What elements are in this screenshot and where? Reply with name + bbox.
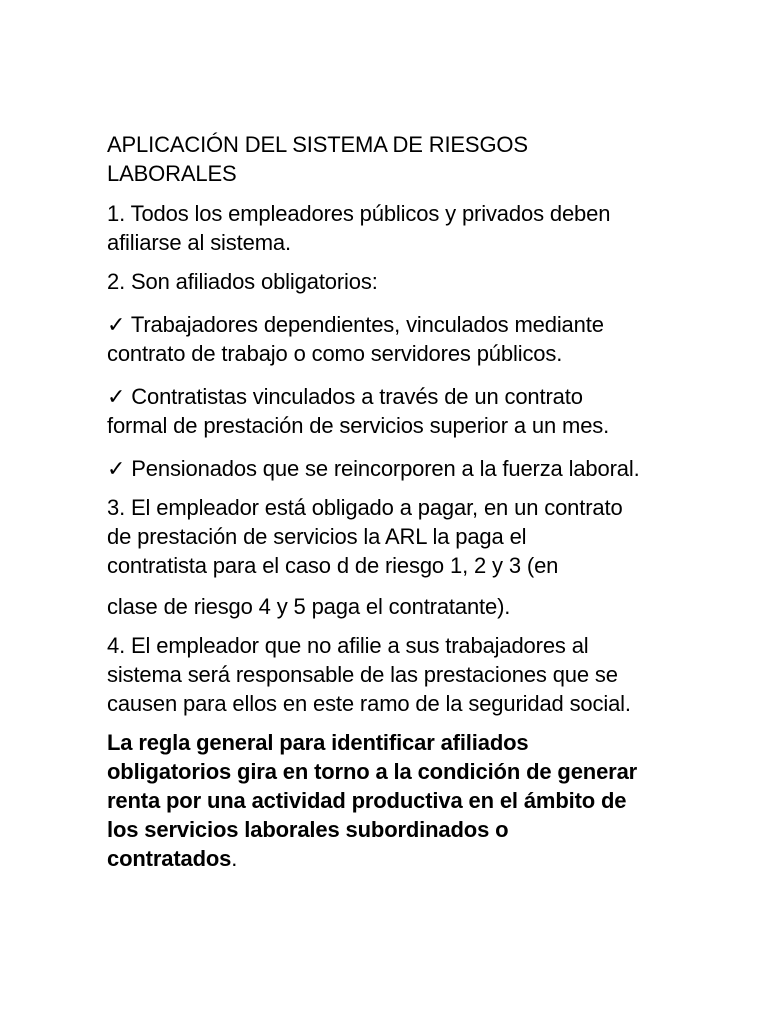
item-2 (107, 267, 707, 296)
check-item-3 (107, 454, 707, 483)
summary-paragraph (107, 728, 707, 873)
item-1 (107, 199, 707, 257)
document-title (107, 130, 707, 188)
check-item-1 (107, 310, 707, 368)
item-3-line: contratista para el caso d de riesgo 1, 2 y 3 (en (107, 553, 559, 578)
summary-line: La regla general para identificar afiliados (107, 730, 529, 755)
item-4-line: causen para ellos en este ramo de la seguridad social. (107, 691, 631, 716)
item-3-continuation (107, 592, 707, 621)
check-item-2-line: ✓ Contratistas vinculados a través de un contrato (107, 384, 583, 409)
check-item-2-line: formal de prestación de servicios superior a un mes. (107, 413, 610, 438)
summary-line: renta por una actividad productiva en el ámbito de (107, 788, 627, 813)
check-item-1-line: ✓ Trabajadores dependientes, vinculados mediante (107, 312, 604, 337)
title-line: LABORALES (107, 161, 237, 186)
item-3 (107, 493, 707, 580)
title-line: APLICACIÓN DEL SISTEMA DE RIESGOS (107, 132, 528, 157)
item-4-line: 4. El empleador que no afilie a sus trabajadores al (107, 633, 589, 658)
summary-line: los servicios laborales subordinados o (107, 817, 509, 842)
item-3-line: 3. El empleador está obligado a pagar, en un contrato (107, 495, 623, 520)
item-1-line: 1. Todos los empleadores públicos y privados deben (107, 201, 611, 226)
item-4 (107, 631, 707, 718)
summary-trailing-period: . (231, 846, 238, 871)
item-2-line: 2. Son afiliados obligatorios: (107, 269, 378, 294)
summary-line: obligatorios gira en torno a la condición de generar (107, 759, 638, 784)
check-item-3-line: ✓ Pensionados que se reincorporen a la fuerza laboral. (107, 456, 640, 481)
item-1-line: afiliarse al sistema. (107, 230, 291, 255)
item-4-line: sistema será responsable de las prestaciones que se (107, 662, 618, 687)
document-page (107, 130, 707, 873)
item-3-line: de prestación de servicios la ARL la paga el (107, 524, 527, 549)
check-item-1-line: contrato de trabajo o como servidores públicos. (107, 341, 563, 366)
summary-last-line (107, 844, 707, 873)
check-item-2 (107, 382, 707, 440)
summary-line-bold-part: contratados (107, 846, 232, 871)
item-3-continuation-line: clase de riesgo 4 y 5 paga el contratante). (107, 594, 511, 619)
